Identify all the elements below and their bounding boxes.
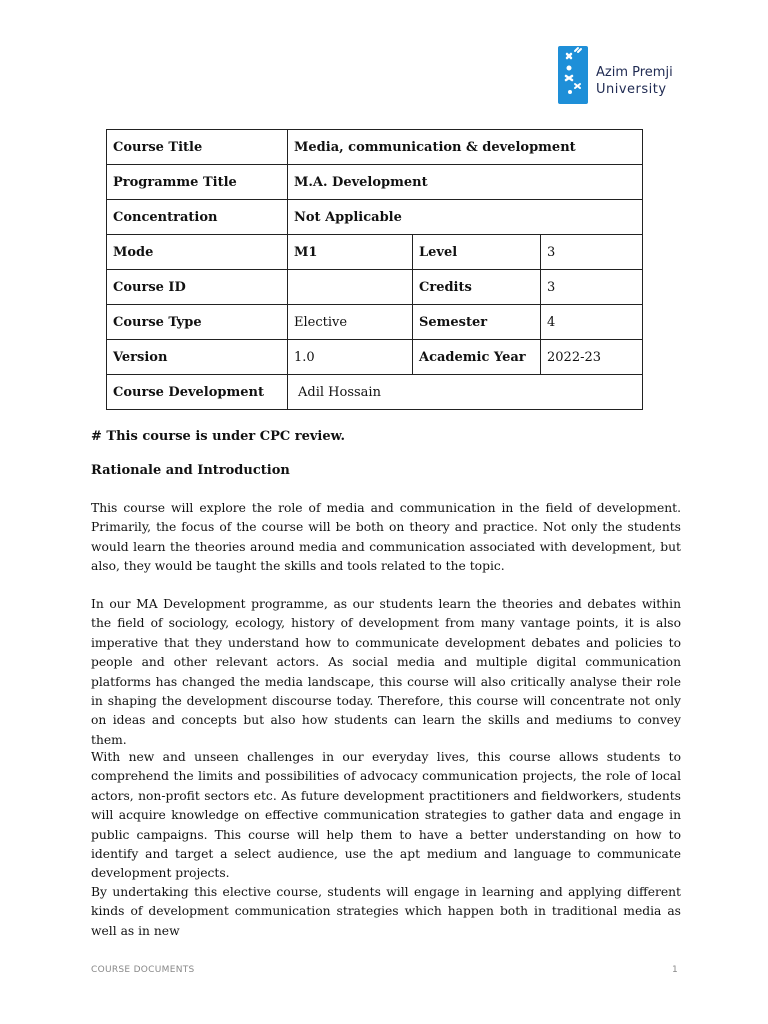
logo-mark-icon — [558, 46, 588, 104]
table-row — [107, 305, 643, 340]
table-label: Semester — [413, 305, 541, 340]
table-value: M1 — [288, 235, 413, 270]
table-row — [107, 200, 643, 235]
table-label: Course Title — [107, 130, 288, 165]
review-note: # This course is under CPC review. — [91, 429, 346, 444]
table-label: Course Development — [107, 375, 288, 410]
table-value: Adil Hossain — [288, 375, 643, 410]
table-row — [107, 130, 643, 165]
footer-label: COURSE DOCUMENTS — [91, 965, 195, 975]
table-value: M.A. Development — [288, 165, 643, 200]
table-value: Media, communication & development — [288, 130, 643, 165]
table-value: 1.0 — [288, 340, 413, 375]
table-value — [288, 270, 413, 305]
table-row — [107, 375, 643, 410]
table-value: 2022-23 — [541, 340, 643, 375]
table-row — [107, 340, 643, 375]
university-logo — [558, 46, 678, 108]
table-label: Programme Title — [107, 165, 288, 200]
table-value: 3 — [541, 235, 643, 270]
section-heading: Rationale and Introduction — [91, 463, 290, 478]
table-row — [107, 165, 643, 200]
table-value: Elective — [288, 305, 413, 340]
table-label: Mode — [107, 235, 288, 270]
table-label: Credits — [413, 270, 541, 305]
course-info-table — [106, 129, 643, 410]
table-value: Not Applicable — [288, 200, 643, 235]
table-row — [107, 270, 643, 305]
paragraph: With new and unseen challenges in our everyday lives, this course allows students to comprehend the limits and possibilities of advocacy communication projects, the role of local actors, non-profit sectors etc. As future development practitioners and fieldworkers, students will acquire knowledge on effective communication strategies to gather data and engage in public campaigns. This course will help them to have a better understanding on how to identify and target a select audience, use the apt medium and language to communicate development projects. — [91, 750, 681, 881]
logo-line-2: University — [596, 82, 667, 97]
table-label: Level — [413, 235, 541, 270]
table-value: 3 — [541, 270, 643, 305]
table-label: Course Type — [107, 305, 288, 340]
paragraph: In our MA Development programme, as our students learn the theories and debates within the field of sociology, ecology, history of development from many vantage points, it is also imperative that they understand how to communicate development debates and policies to people and other relevant actors. As social media and multiple digital communication platforms has changed the media landscape, this course will also critically analyse their role in shaping the development discourse today. Therefore, this course will concentrate not only on ideas and concepts but also how students can learn the skills and mediums to convey them. — [91, 597, 681, 747]
table-label: Version — [107, 340, 288, 375]
table-label: Course ID — [107, 270, 288, 305]
table-label: Academic Year — [413, 340, 541, 375]
paragraph: This course will explore the role of media and communication in the field of development. Primarily, the focus of the course will be both on theory and practice. Not only the students would learn the theories around media and communication associated with development, but also, they would be taught the skills and tools related to the topic. — [91, 501, 681, 574]
table-row — [107, 235, 643, 270]
paragraph: By undertaking this elective course, students will engage in learning and applying different kinds of development communication strategies which happen both in traditional media as well as in new — [91, 885, 681, 938]
logo-line-1: Azim Premji — [596, 65, 673, 80]
table-label: Concentration — [107, 200, 288, 235]
page-number: 1 — [672, 965, 678, 975]
table-value: 4 — [541, 305, 643, 340]
